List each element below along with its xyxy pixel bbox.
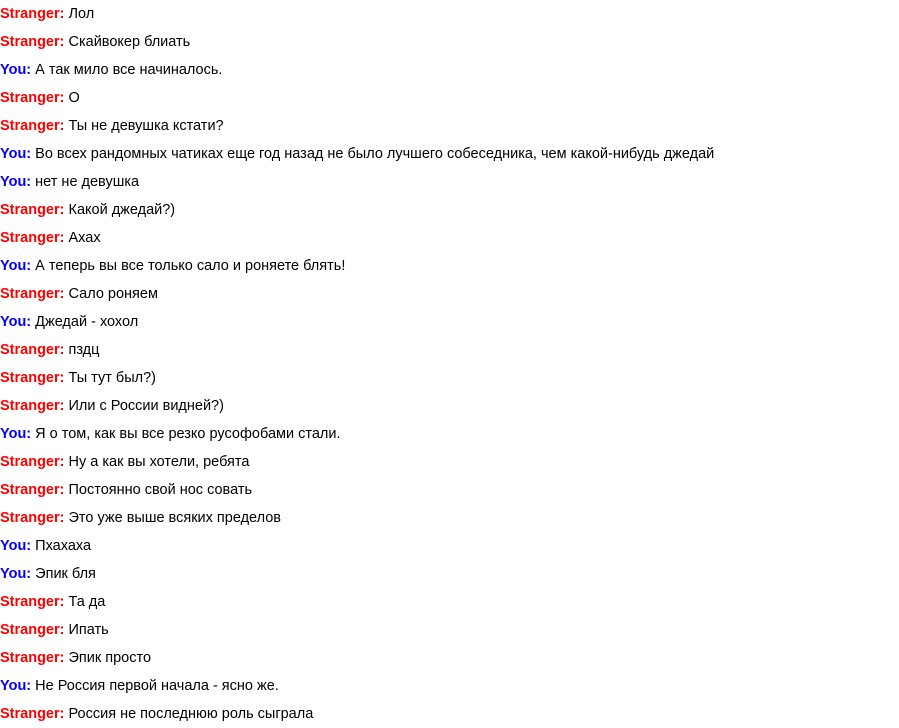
chat-message xyxy=(0,420,899,448)
message-text: Ну а как вы хотели, ребята xyxy=(68,454,250,470)
stranger-speaker-label: Stranger: xyxy=(0,230,65,246)
message-text: Постоянно свой нос совать xyxy=(68,482,253,498)
message-text: Ты не девушка кстати? xyxy=(68,118,224,134)
stranger-speaker-label: Stranger: xyxy=(0,90,65,106)
chat-message xyxy=(0,140,899,168)
message-text: Джедай - хохол xyxy=(35,314,139,330)
stranger-speaker-label: Stranger: xyxy=(0,286,65,302)
message-text: Ахах xyxy=(68,230,101,246)
chat-message xyxy=(0,700,899,728)
message-text: Это уже выше всяких пределов xyxy=(68,510,282,526)
stranger-speaker-label: Stranger: xyxy=(0,6,65,22)
chat-message xyxy=(0,392,899,420)
chat-message xyxy=(0,252,899,280)
message-text: Лол xyxy=(68,6,95,22)
message-text: Эпик бля xyxy=(35,566,96,582)
message-text: А теперь вы все только сало и роняете блять! xyxy=(35,258,346,274)
chat-message xyxy=(0,168,899,196)
message-text: Ты тут был?) xyxy=(68,370,156,386)
message-text: Не Россия первой начала - ясно же. xyxy=(35,678,279,694)
chat-message xyxy=(0,56,899,84)
stranger-speaker-label: Stranger: xyxy=(0,118,65,134)
message-text: О xyxy=(68,90,80,106)
you-speaker-label: You: xyxy=(0,678,32,694)
message-text: Какой джедай?) xyxy=(68,202,176,218)
stranger-speaker-label: Stranger: xyxy=(0,482,65,498)
message-text: Или с России видней?) xyxy=(68,398,224,414)
chat-message xyxy=(0,644,899,672)
message-text: пздц xyxy=(68,342,100,358)
message-text: Та да xyxy=(68,594,106,610)
chat-message xyxy=(0,84,899,112)
you-speaker-label: You: xyxy=(0,258,32,274)
chat-message xyxy=(0,504,899,532)
chat-message xyxy=(0,224,899,252)
you-speaker-label: You: xyxy=(0,62,32,78)
chat-message xyxy=(0,280,899,308)
stranger-speaker-label: Stranger: xyxy=(0,510,65,526)
stranger-speaker-label: Stranger: xyxy=(0,342,65,358)
chat-message xyxy=(0,616,899,644)
stranger-speaker-label: Stranger: xyxy=(0,370,65,386)
message-text: нет не девушка xyxy=(35,174,140,190)
stranger-speaker-label: Stranger: xyxy=(0,650,65,666)
stranger-speaker-label: Stranger: xyxy=(0,202,65,218)
chat-message xyxy=(0,364,899,392)
you-speaker-label: You: xyxy=(0,538,32,554)
stranger-speaker-label: Stranger: xyxy=(0,622,65,638)
message-text: Скайвокер блиать xyxy=(68,34,191,50)
stranger-speaker-label: Stranger: xyxy=(0,398,65,414)
chat-message xyxy=(0,560,899,588)
you-speaker-label: You: xyxy=(0,146,32,162)
message-text: А так мило все начиналось. xyxy=(35,62,223,78)
message-text: Пхахаха xyxy=(35,538,92,554)
you-speaker-label: You: xyxy=(0,566,32,582)
message-text: Во всех рандомных чатиках еще год назад не было лучшего собеседника, чем какой-нибудь джедай xyxy=(35,146,715,162)
chat-message xyxy=(0,0,899,28)
stranger-speaker-label: Stranger: xyxy=(0,594,65,610)
you-speaker-label: You: xyxy=(0,174,32,190)
chat-message xyxy=(0,588,899,616)
you-speaker-label: You: xyxy=(0,314,32,330)
message-text: Ипать xyxy=(68,622,109,638)
chat-message xyxy=(0,672,899,700)
chat-message xyxy=(0,476,899,504)
message-text: Эпик просто xyxy=(68,650,152,666)
chat-message xyxy=(0,336,899,364)
message-text: Россия не последнюю роль сыграла xyxy=(68,706,314,722)
chat-message xyxy=(0,196,899,224)
message-text: Я о том, как вы все резко русофобами стали. xyxy=(35,426,341,442)
chat-message xyxy=(0,112,899,140)
chat-message xyxy=(0,532,899,560)
chat-message xyxy=(0,448,899,476)
chat-message xyxy=(0,28,899,56)
stranger-speaker-label: Stranger: xyxy=(0,706,65,722)
chat-message xyxy=(0,308,899,336)
message-text: Сало роняем xyxy=(68,286,158,302)
stranger-speaker-label: Stranger: xyxy=(0,454,65,470)
you-speaker-label: You: xyxy=(0,426,32,442)
stranger-speaker-label: Stranger: xyxy=(0,34,65,50)
